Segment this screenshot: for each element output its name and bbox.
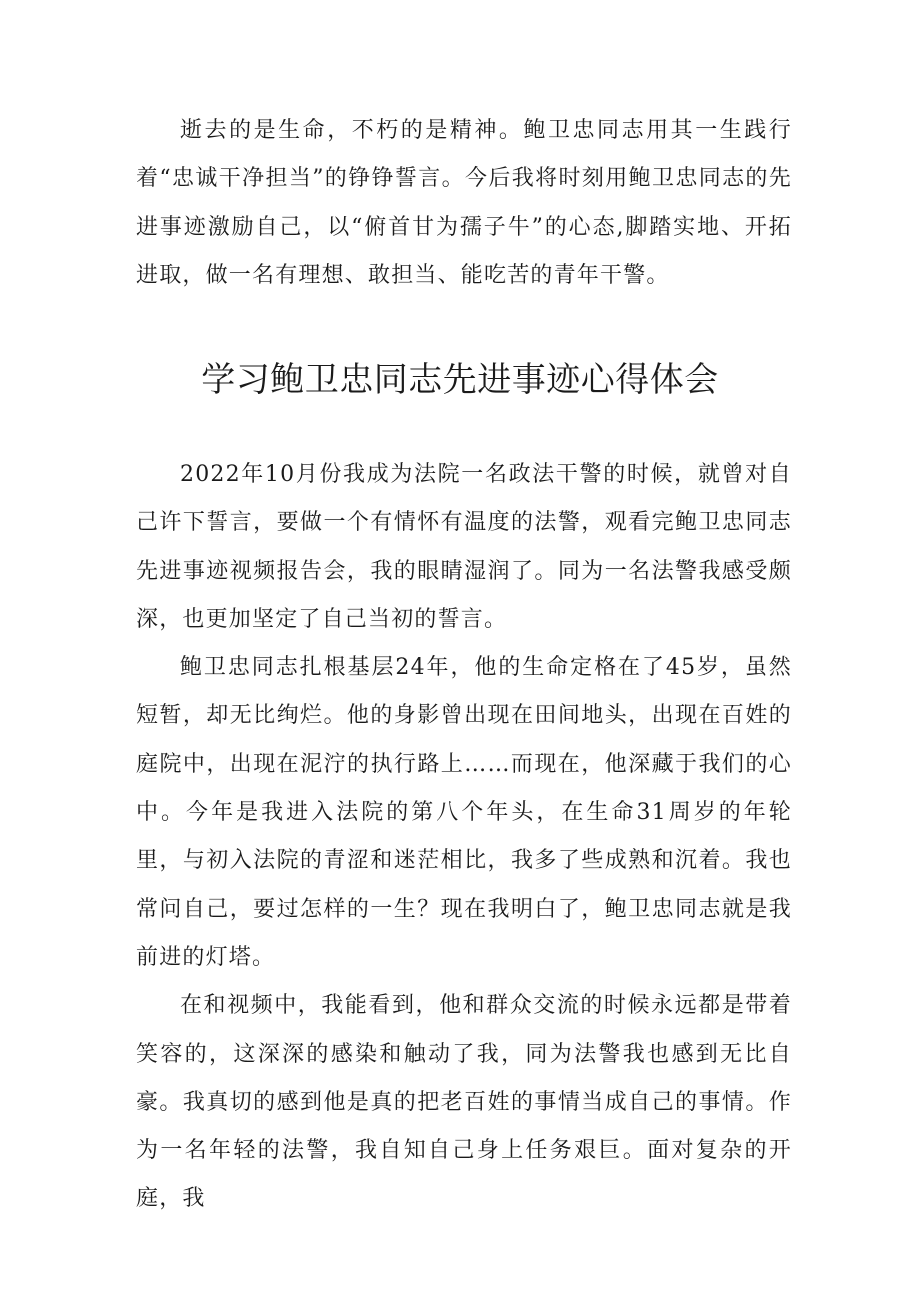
intro-section (136, 107, 792, 300)
body-paragraph-2: 鲍卫忠同志扎根基层24年，他的生命定格在了45岁，虽然短暂，却无比绚烂。他的身影曾出现在田间地头，出现在百姓的庭院中，出现在泥泞的执行路上……而现在，他深藏于我们的心中。今年是我进入法院的第八个年头，在生命31周岁的年轮里，与初入法院的青涩和迷茫相比，我多了些成熟和沉着。我也常问自己，要过怎样的一生？现在我明白了，鲍卫忠同志就是我前进的灯塔。 (136, 655, 792, 970)
body-paragraph-1: 2022年10月份我成为法院一名政法干警的时候，就曾对自己许下誓言，要做一个有情怀有温度的法警，观看完鲍卫忠同志先进事迹视频报告会，我的眼睛湿润了。同为一名法警我感受颇深，也更加坚定了自己当初的誓言。 (136, 462, 792, 632)
body-section (136, 451, 792, 1224)
document-title: 学习鲍卫忠同志先进事迹心得体会 (201, 360, 719, 400)
body-paragraph-3: 在和视频中，我能看到，他和群众交流的时候永远都是带着笑容的，这深深的感染和触动了我，同为法警我也感到无比自豪。我真切的感到他是真的把老百姓的事情当成自己的事情。作为一名年轻的法警，我自知自己身上任务艰巨。面对复杂的开庭，我 (136, 993, 792, 1212)
intro-paragraph: 逝去的是生命，不朽的是精神。鲍卫忠同志用其一生践行着“忠诚干净担当”的铮铮誓言。今后我将时刻用鲍卫忠同志的先进事迹激励自己，以“俯首甘为孺子牛”的心态,脚踏实地、开拓进取，做一名有理想、敢担当、能吃苦的青年干警。 (136, 118, 792, 288)
